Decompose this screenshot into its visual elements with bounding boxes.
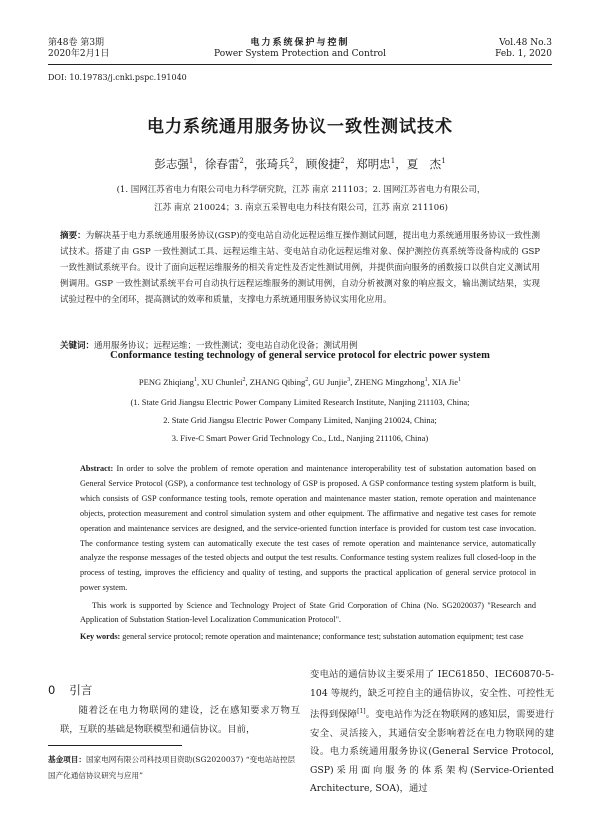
author-affiliation-mark: 2 [305, 377, 309, 384]
paper-title-en: Conformance testing technology of general service protocol for electric power system [110, 350, 490, 361]
footnote-label: 基金项目： [48, 755, 86, 764]
author-name: 郑明忠 [356, 157, 391, 171]
author-name: ZHANG Qibing [249, 377, 306, 387]
author-affiliation-mark: 2 [340, 157, 345, 166]
keywords-cn-text: 通用服务协议；远程运维；一致性测试；变电站自动化设备；测试用例 [94, 341, 358, 351]
affiliation-en-line: 2. State Grid Jiangsu Electric Power Company Limited, Nanjing 210024, China; [163, 415, 437, 425]
author-separator: , [308, 377, 313, 387]
author-name: 彭志强 [154, 157, 189, 171]
author-separator: , [427, 377, 432, 387]
footnote-divider [48, 745, 182, 746]
affiliation-en-line: (1. State Grid Jiangsu Electric Power Company Limited Research Institute, Nanjing 211103, China; [130, 397, 470, 407]
author-separator: ， [294, 157, 306, 171]
affiliation-cn-line2: 江苏 南京 210024；3. 南京五采智电电力科技有限公司，江苏 南京 211106) [154, 203, 448, 213]
author-affiliation-mark: 2 [239, 157, 244, 166]
header-volume-en: Vol.48 No.3 [499, 38, 552, 48]
affiliation-cn-line1: (1. 国网江苏省电力有限公司电力科学研究院，江苏 南京 211103；2. 国网江苏省电力有限公司， [116, 185, 486, 195]
author-affiliation-mark: 3 [347, 377, 351, 384]
intro-right-text-2: 。变电站作为泛在物联网的感知层，需要进行安全、灵活接入，其通信安全影响着泛在电力物联网的建设。电力系统通用服务协议(General Service Protocol, GSP)采用面向服务的体系架构(Service-Oriented Architecture, SOA)，通过 [310, 709, 554, 795]
funding-note-en: This work is supported by Science and Technology Project of State Grid Corporation of China (No. SG2020037) "Research and Application of Substation Station-level Localization Communication Protocol". [80, 601, 536, 624]
header-divider [48, 64, 552, 65]
citation-ref: [1] [357, 708, 366, 715]
intro-left-column [60, 701, 300, 739]
header-volume-cn: 第48卷 第3期 [48, 38, 105, 48]
section-number: 0 [48, 683, 56, 697]
author-list-cn [0, 156, 600, 172]
header-date-cn: 2020年2月1日 [48, 49, 110, 59]
abstract-cn-text: 为解决基于电力系统通用服务协议(GSP)的变电站自动化远程运维互操作测试问题，提出电力系统通用服务协议一致性测试技术。搭建了由 GSP 一致性测试工具、远程运维主站、变电站自动化远程运维对象、保护测控仿真系统等设备构成的 GSP 一致性测试系统平台。设计了面向远程运维服务的相关肯定性及否定性测试用例，并提供面向服务的函数接口以供自定义测试用例调用。GSP 一致性测试系统平台可自动执行远程运维服务的测试用例，自动分析被测对象的响应报文，输出测试结果，实现试验过程中的全闭环，提高测试的效率和质量，支撑电力系统通用服务协议实用化应用。 [60, 231, 540, 305]
author-name: 夏 杰 [406, 157, 442, 171]
author-affiliation-mark: 1 [193, 377, 197, 384]
author-separator: ， [344, 157, 357, 171]
abstract-en-text: In order to solve the problem of remote operation and maintenance interoperability test of substation automation based on General Service Protocol (GSP), a conformance test technology of GSP is proposed. A GSP conformance testing system platform is built, which consists of GSP conformance testing tools, remote operation and maintenance master station, remote operation and maintenance objects, protection measurement and control simulation system and other equipment. The affirmative and negative test cases for remote operation and maintenance services are designed, and the service-oriented function interface is provided for custom test case invocation. The conformance testing system can automatically execute the test cases of remote operation and maintenance service, automatically analyze the response messages of the tested objects and output the test results. Conformance testing system realizes full closed-loop in the process of testing, improves the efficiency and quality of testing, and supports the practical application of general service protocol in power system. [80, 464, 537, 593]
author-separator: ， [193, 157, 205, 171]
author-affiliation-mark: 1 [390, 157, 396, 166]
author-name: 徐春雷 [204, 157, 240, 171]
intro-left-text: 随着泛在电力物联网的建设，泛在感知要求万物互联，互联的基础是物联模型和通信协议。目前， [60, 705, 300, 735]
author-separator: , [350, 377, 355, 387]
keywords-en-text: general service protocol; remote operation and maintenance; conformance test; substation automation equipment; test case [122, 632, 524, 641]
author-name: ZHENG Mingzhong [354, 377, 425, 387]
author-name: XIA Jie [431, 377, 459, 387]
abstract-cn-label: 摘要： [60, 231, 86, 241]
author-affiliation-mark: 1 [424, 377, 428, 384]
paper-title-cn: 电力系统通用服务协议一致性测试技术 [147, 117, 453, 137]
section-title: 引言 [69, 683, 93, 697]
author-separator: ， [395, 157, 407, 171]
header-date-en: Feb. 1, 2020 [495, 49, 552, 59]
abstract-cn [60, 228, 540, 308]
journal-name-cn: 电力系统保护与控制 [250, 38, 350, 48]
intro-right-column [310, 666, 554, 799]
abstract-en-label: Abstract: [80, 464, 114, 473]
author-list-en [0, 377, 600, 387]
affiliation-en-line: 3. Five-C Smart Power Grid Technology Co., Ltd., Nanjing 211106, China) [171, 433, 429, 443]
author-name: 顾俊捷 [305, 157, 341, 171]
section-heading [48, 682, 92, 698]
affiliation-en [0, 393, 600, 447]
author-separator: , [245, 377, 250, 387]
keywords-en [80, 630, 536, 644]
intro-right-text-1: 变电站的通信协议主要采用了 IEC61850、IEC60870-5-104 等规约，缺乏可控自主的通信协议，安全性、可控性无法得到保障 [310, 669, 554, 721]
keywords-cn-label: 关键词： [60, 341, 95, 351]
author-affiliation-mark: 1 [458, 377, 462, 384]
footnote [48, 752, 300, 784]
keywords-en-label: Key words: [80, 632, 121, 641]
author-name: XU Chunlei [201, 377, 243, 387]
author-separator: , [196, 377, 202, 387]
author-affiliation-mark: 1 [188, 157, 194, 166]
author-name: 张琦兵 [255, 157, 290, 171]
author-affiliation-mark: 1 [441, 157, 446, 166]
abstract-en [80, 462, 536, 596]
header-right [495, 38, 552, 60]
journal-name-en: Power System Protection and Control [214, 49, 386, 59]
doi: DOI: 10.19783/j.cnki.pspc.191040 [48, 73, 187, 82]
author-affiliation-mark: 2 [242, 377, 246, 384]
footnote-text: 国家电网有限公司科技项目资助(SG2020037) “变电站站控层国产化通信协议研究与应用” [48, 755, 296, 780]
author-name: GU Junjie [312, 377, 348, 387]
author-separator: ， [243, 157, 256, 171]
author-affiliation-mark: 2 [289, 157, 295, 166]
author-name: PENG Zhiqiang [138, 377, 194, 387]
affiliation-cn [56, 181, 546, 217]
